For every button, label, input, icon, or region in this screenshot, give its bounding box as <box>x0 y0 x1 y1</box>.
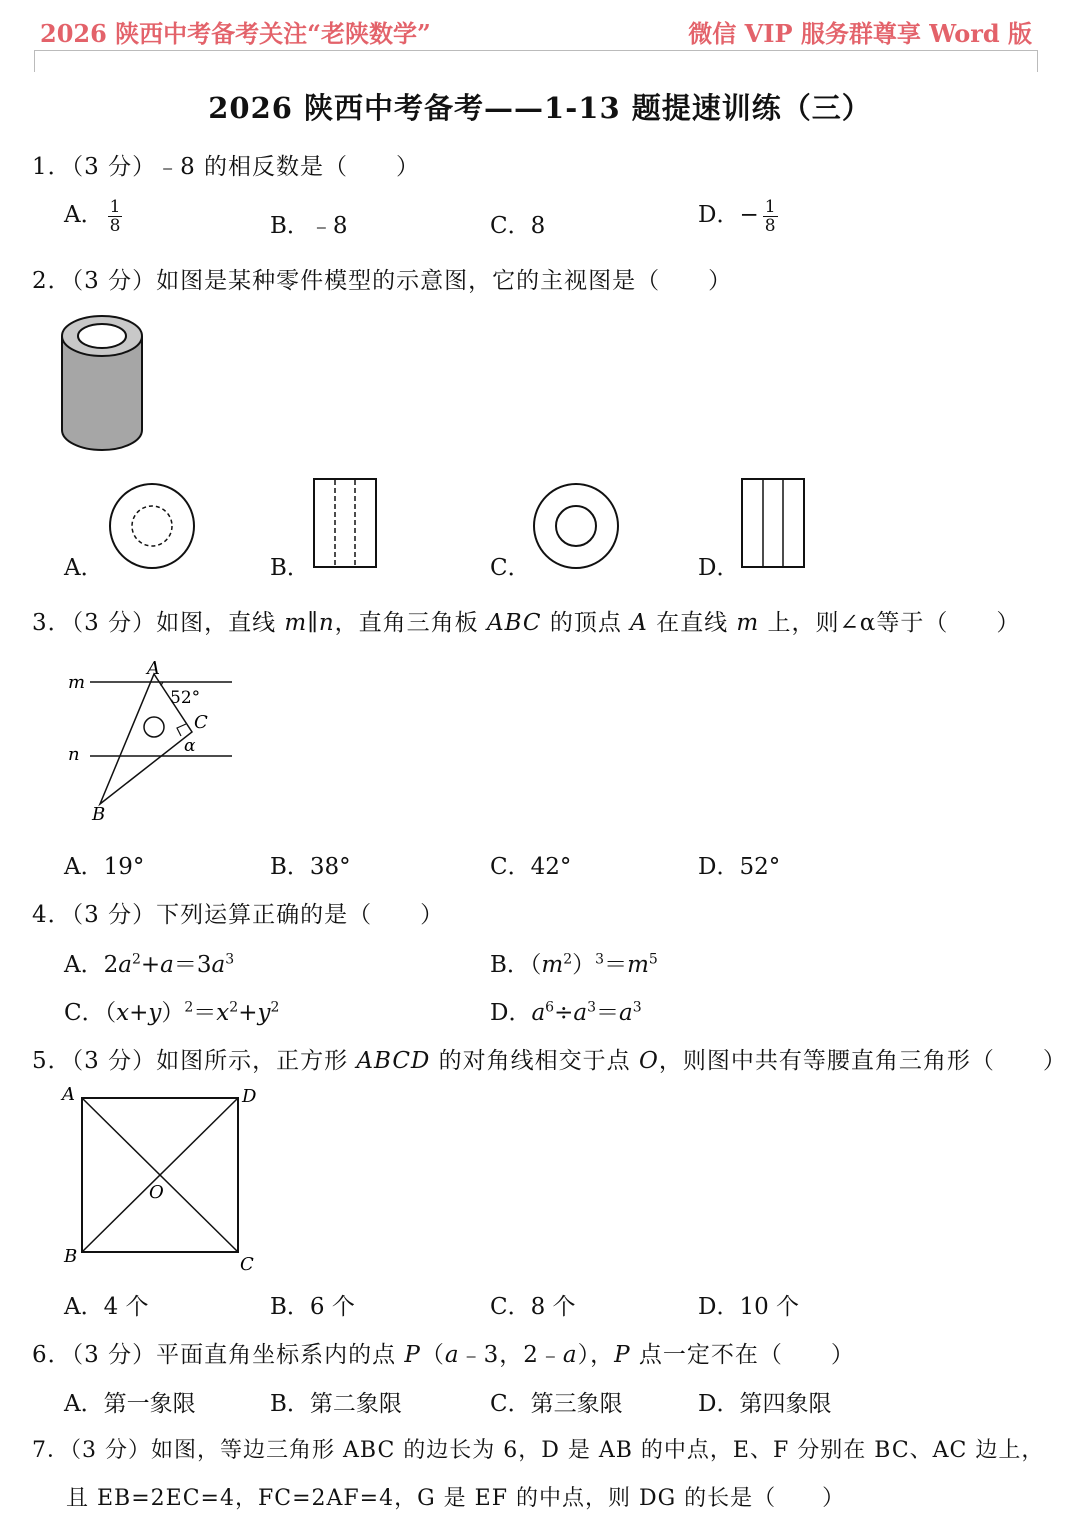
question-3-option-c: C．42° <box>490 854 572 880</box>
label-alpha: α <box>184 736 196 756</box>
question-3-stem <box>32 604 1020 637</box>
var-p: P <box>404 1342 421 1368</box>
header-divider <box>34 50 1038 51</box>
question-1-option-c: C．8 <box>490 213 546 239</box>
label-n: n <box>68 744 80 765</box>
option-c-ring-figure <box>530 482 622 570</box>
stem-text: 6．（3 分）平面直角坐标系内的点 <box>32 1342 405 1368</box>
question-5-option-a: A．4 个 <box>64 1294 149 1320</box>
var-o: O <box>639 1048 659 1074</box>
question-4-option-d: D．$a^6\div a^3=a^3$ <box>490 999 642 1026</box>
option-label: D． <box>698 202 740 228</box>
stem-text: 5．（3 分）如图所示，正方形 <box>32 1048 357 1074</box>
question-2-option-c: C． <box>490 555 531 581</box>
question-1-option-b: B．﹣8 <box>270 213 348 239</box>
header-corner-right <box>1037 50 1038 72</box>
question-1-stem: 1．（3 分）﹣8 的相反数是（ ） <box>32 154 421 180</box>
question-4-option-a: A．$2a^2+a=3a^3$ <box>64 951 235 978</box>
option-d-solid-rectangle-figure <box>741 478 807 570</box>
fraction-numerator: 1 <box>764 196 776 217</box>
var-a: a <box>444 1342 460 1368</box>
stem-text: 的顶点 <box>541 610 631 636</box>
label-c: C <box>194 712 208 733</box>
question-3-option-d: D．52° <box>698 854 781 880</box>
stem-text: ）， <box>577 1342 615 1368</box>
question-5-option-d: D．10 个 <box>698 1294 800 1320</box>
stem-text: ，则图中共有等腰直角三角形（ ） <box>658 1048 1067 1074</box>
label-b: B <box>64 1246 78 1267</box>
option-label: A． <box>64 202 104 228</box>
fraction-denominator: 8 <box>764 215 776 236</box>
question-6-option-d: D．第四象限 <box>698 1391 832 1417</box>
label-a: A <box>147 658 160 679</box>
var-abcd: ABCD <box>356 1048 431 1074</box>
question-6-stem <box>32 1336 855 1369</box>
question-7-stem-line-1: 7．（3 分）如图，等边三角形 ABC 的边长为 6，D 是 AB 的中点，E、F 分别在 BC、AC 边上， <box>32 1438 1045 1463</box>
fraction-denominator: 8 <box>109 215 121 236</box>
question-4-option-c: C．$(x+y)^2=x^2+y^2$ <box>64 999 280 1026</box>
stem-text: ，直角三角板 <box>334 610 487 636</box>
var-n: n <box>318 610 335 636</box>
question-6-option-b: B．第二象限 <box>270 1391 402 1417</box>
header-right-text: 微信 VIP 服务群尊享 Word 版 <box>688 19 1032 48</box>
minus-sign: − <box>739 202 759 228</box>
question-2-option-d: D． <box>698 555 740 581</box>
var-abc: ABC <box>486 610 542 636</box>
label-b: B <box>92 804 106 825</box>
var-m: m <box>736 610 760 636</box>
var-a: a <box>562 1342 578 1368</box>
angle-52-label: 52° <box>170 688 201 708</box>
parallel-symbol: ∥ <box>307 610 319 636</box>
stem-text: 在直线 <box>647 610 737 636</box>
question-2-stem: 2．（3 分）如图是某种零件模型的示意图，它的主视图是（ ） <box>32 268 733 294</box>
option-a-dashed-ring-figure <box>106 482 198 570</box>
cylinder-model-figure <box>56 310 148 452</box>
square-diagonals-figure <box>60 1082 264 1276</box>
question-1-option-a <box>64 196 122 235</box>
option-b-dashed-rectangle-figure <box>313 478 379 570</box>
question-6-option-c: C．第三象限 <box>490 1391 623 1417</box>
label-a: A <box>62 1084 75 1105</box>
question-2-option-a: A． <box>64 555 104 581</box>
stem-text: 上，则∠α等于（ ） <box>759 610 1021 636</box>
question-7-stem-line-2: 且 EB=2EC=4，FC=2AF=4，G 是 EF 的中点，则 DG 的长是（ ） <box>66 1486 846 1511</box>
fraction-numerator: 1 <box>109 196 121 217</box>
stem-text: 的对角线相交于点 <box>430 1048 639 1074</box>
stem-text: ﹣3，2﹣ <box>459 1342 563 1368</box>
label-d: D <box>242 1086 257 1107</box>
header-corner-left <box>34 50 35 72</box>
label-o: O <box>149 1182 164 1203</box>
question-4-option-b: B．$(m^2)^3=m^5$ <box>490 951 658 978</box>
question-6-option-a: A．第一象限 <box>64 1391 196 1417</box>
header-left-text: 2026 陕西中考备考关注“老陕数学” <box>40 19 431 48</box>
question-4-stem: 4．（3 分）下列运算正确的是（ ） <box>32 902 445 928</box>
label-m: m <box>68 672 86 693</box>
fraction <box>108 198 123 235</box>
var-p: P <box>614 1342 631 1368</box>
question-3-option-b: B．38° <box>270 854 351 880</box>
stem-text: 3．（3 分）如图，直线 <box>32 610 285 636</box>
stem-text: 点一定不在（ ） <box>630 1342 855 1368</box>
question-3-option-a: A．19° <box>64 854 145 880</box>
question-2-option-b: B． <box>270 555 310 581</box>
question-5-option-c: C．8 个 <box>490 1294 576 1320</box>
question-5-option-b: B．6 个 <box>270 1294 355 1320</box>
fraction <box>763 198 778 235</box>
var-a: A <box>630 610 648 636</box>
question-1-option-d <box>698 196 778 235</box>
label-c: C <box>240 1254 254 1275</box>
parallel-lines-triangle-figure <box>60 654 240 826</box>
stem-text: （ <box>420 1342 445 1368</box>
page-title: 2026 陕西中考备考——1-13 题提速训练（三） <box>208 91 872 125</box>
question-5-stem <box>32 1042 1067 1075</box>
var-m: m <box>284 610 308 636</box>
